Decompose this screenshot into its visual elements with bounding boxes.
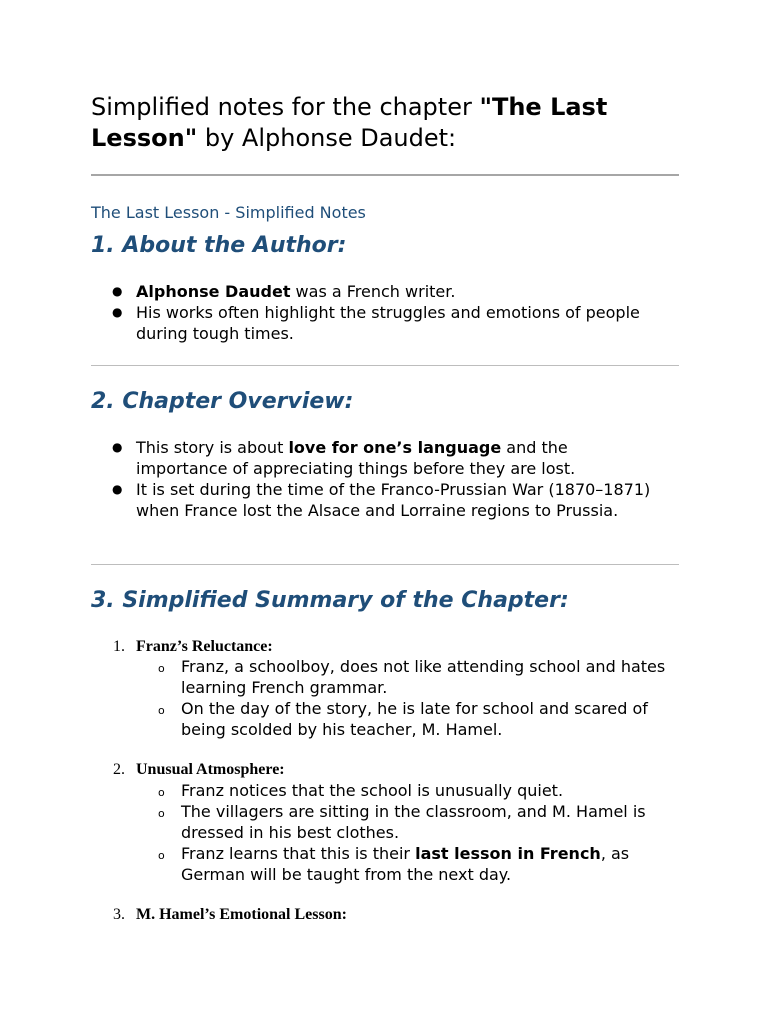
item-title: Franz’s Reluctance: <box>136 638 273 655</box>
bullet-text: His works often highlight the struggles and emotions of people during tough times. <box>136 303 640 343</box>
list-item <box>91 437 651 479</box>
bullet-icon: ● <box>112 305 123 319</box>
bullet-text: was a French writer. <box>290 282 456 301</box>
section-divider <box>91 365 679 366</box>
item-number: 3. <box>113 906 125 923</box>
title-bold: "The Last Lesson" <box>91 93 608 152</box>
title-suffix: by Alphonse Daudet: <box>197 124 457 152</box>
point-text: Franz learns that this is their <box>181 844 416 863</box>
point-text: Franz, a schoolboy, does not like attending school and hates learning French grammar. <box>181 657 666 697</box>
circle-bullet-icon: o <box>158 849 165 862</box>
overview-bullet-list <box>91 437 651 521</box>
point-bold: last lesson in French <box>415 844 601 863</box>
summary-point-list <box>91 656 681 740</box>
bullet-text: It is set during the time of the Franco-Prussian War (1870–1871) when France lost the Alsace and Lorraine regions to Prussia. <box>136 480 651 520</box>
notes-subtitle: The Last Lesson - Simplified Notes <box>91 203 366 222</box>
circle-bullet-icon: o <box>158 786 165 799</box>
bullet-icon: ● <box>112 440 123 454</box>
bullet-icon: ● <box>112 284 123 298</box>
list-item <box>91 302 651 344</box>
bullet-text: and the importance of appreciating things before they are lost. <box>136 438 576 478</box>
circle-bullet-icon: o <box>158 704 165 717</box>
item-number: 1. <box>113 638 125 655</box>
title-prefix: Simplified notes for the chapter <box>91 93 480 121</box>
list-item <box>91 801 681 843</box>
list-item <box>91 843 681 885</box>
list-item <box>91 698 681 740</box>
section-divider <box>91 564 679 565</box>
point-text: , as German will be taught from the next day. <box>181 844 630 884</box>
point-text: On the day of the story, he is late for school and scared of being scolded by his teacher, M. Hamel. <box>181 699 648 739</box>
summary-point-list <box>91 780 681 885</box>
bullet-icon: ● <box>112 482 123 496</box>
bullet-bold: love for one’s language <box>288 438 502 457</box>
list-item <box>91 656 681 698</box>
list-item <box>91 479 651 521</box>
section-heading-overview: 2. Chapter Overview: <box>91 389 354 414</box>
author-bullet-list <box>91 281 651 344</box>
section-heading-author: 1. About the Author: <box>91 233 347 258</box>
title-divider <box>91 174 679 176</box>
item-title: Unusual Atmosphere: <box>136 761 285 778</box>
document-title <box>91 92 679 154</box>
list-item <box>91 281 651 302</box>
list-item <box>91 780 681 801</box>
bullet-bold: Alphonse Daudet <box>136 282 291 301</box>
section-heading-summary: 3. Simplified Summary of the Chapter: <box>91 588 569 613</box>
item-number: 2. <box>113 761 125 778</box>
point-text: Franz notices that the school is unusually quiet. <box>181 781 564 800</box>
circle-bullet-icon: o <box>158 807 165 820</box>
circle-bullet-icon: o <box>158 662 165 675</box>
point-text: The villagers are sitting in the classroom, and M. Hamel is dressed in his best clothes. <box>181 802 646 842</box>
bullet-text: This story is about <box>136 438 289 457</box>
item-title: M. Hamel’s Emotional Lesson: <box>136 906 347 923</box>
